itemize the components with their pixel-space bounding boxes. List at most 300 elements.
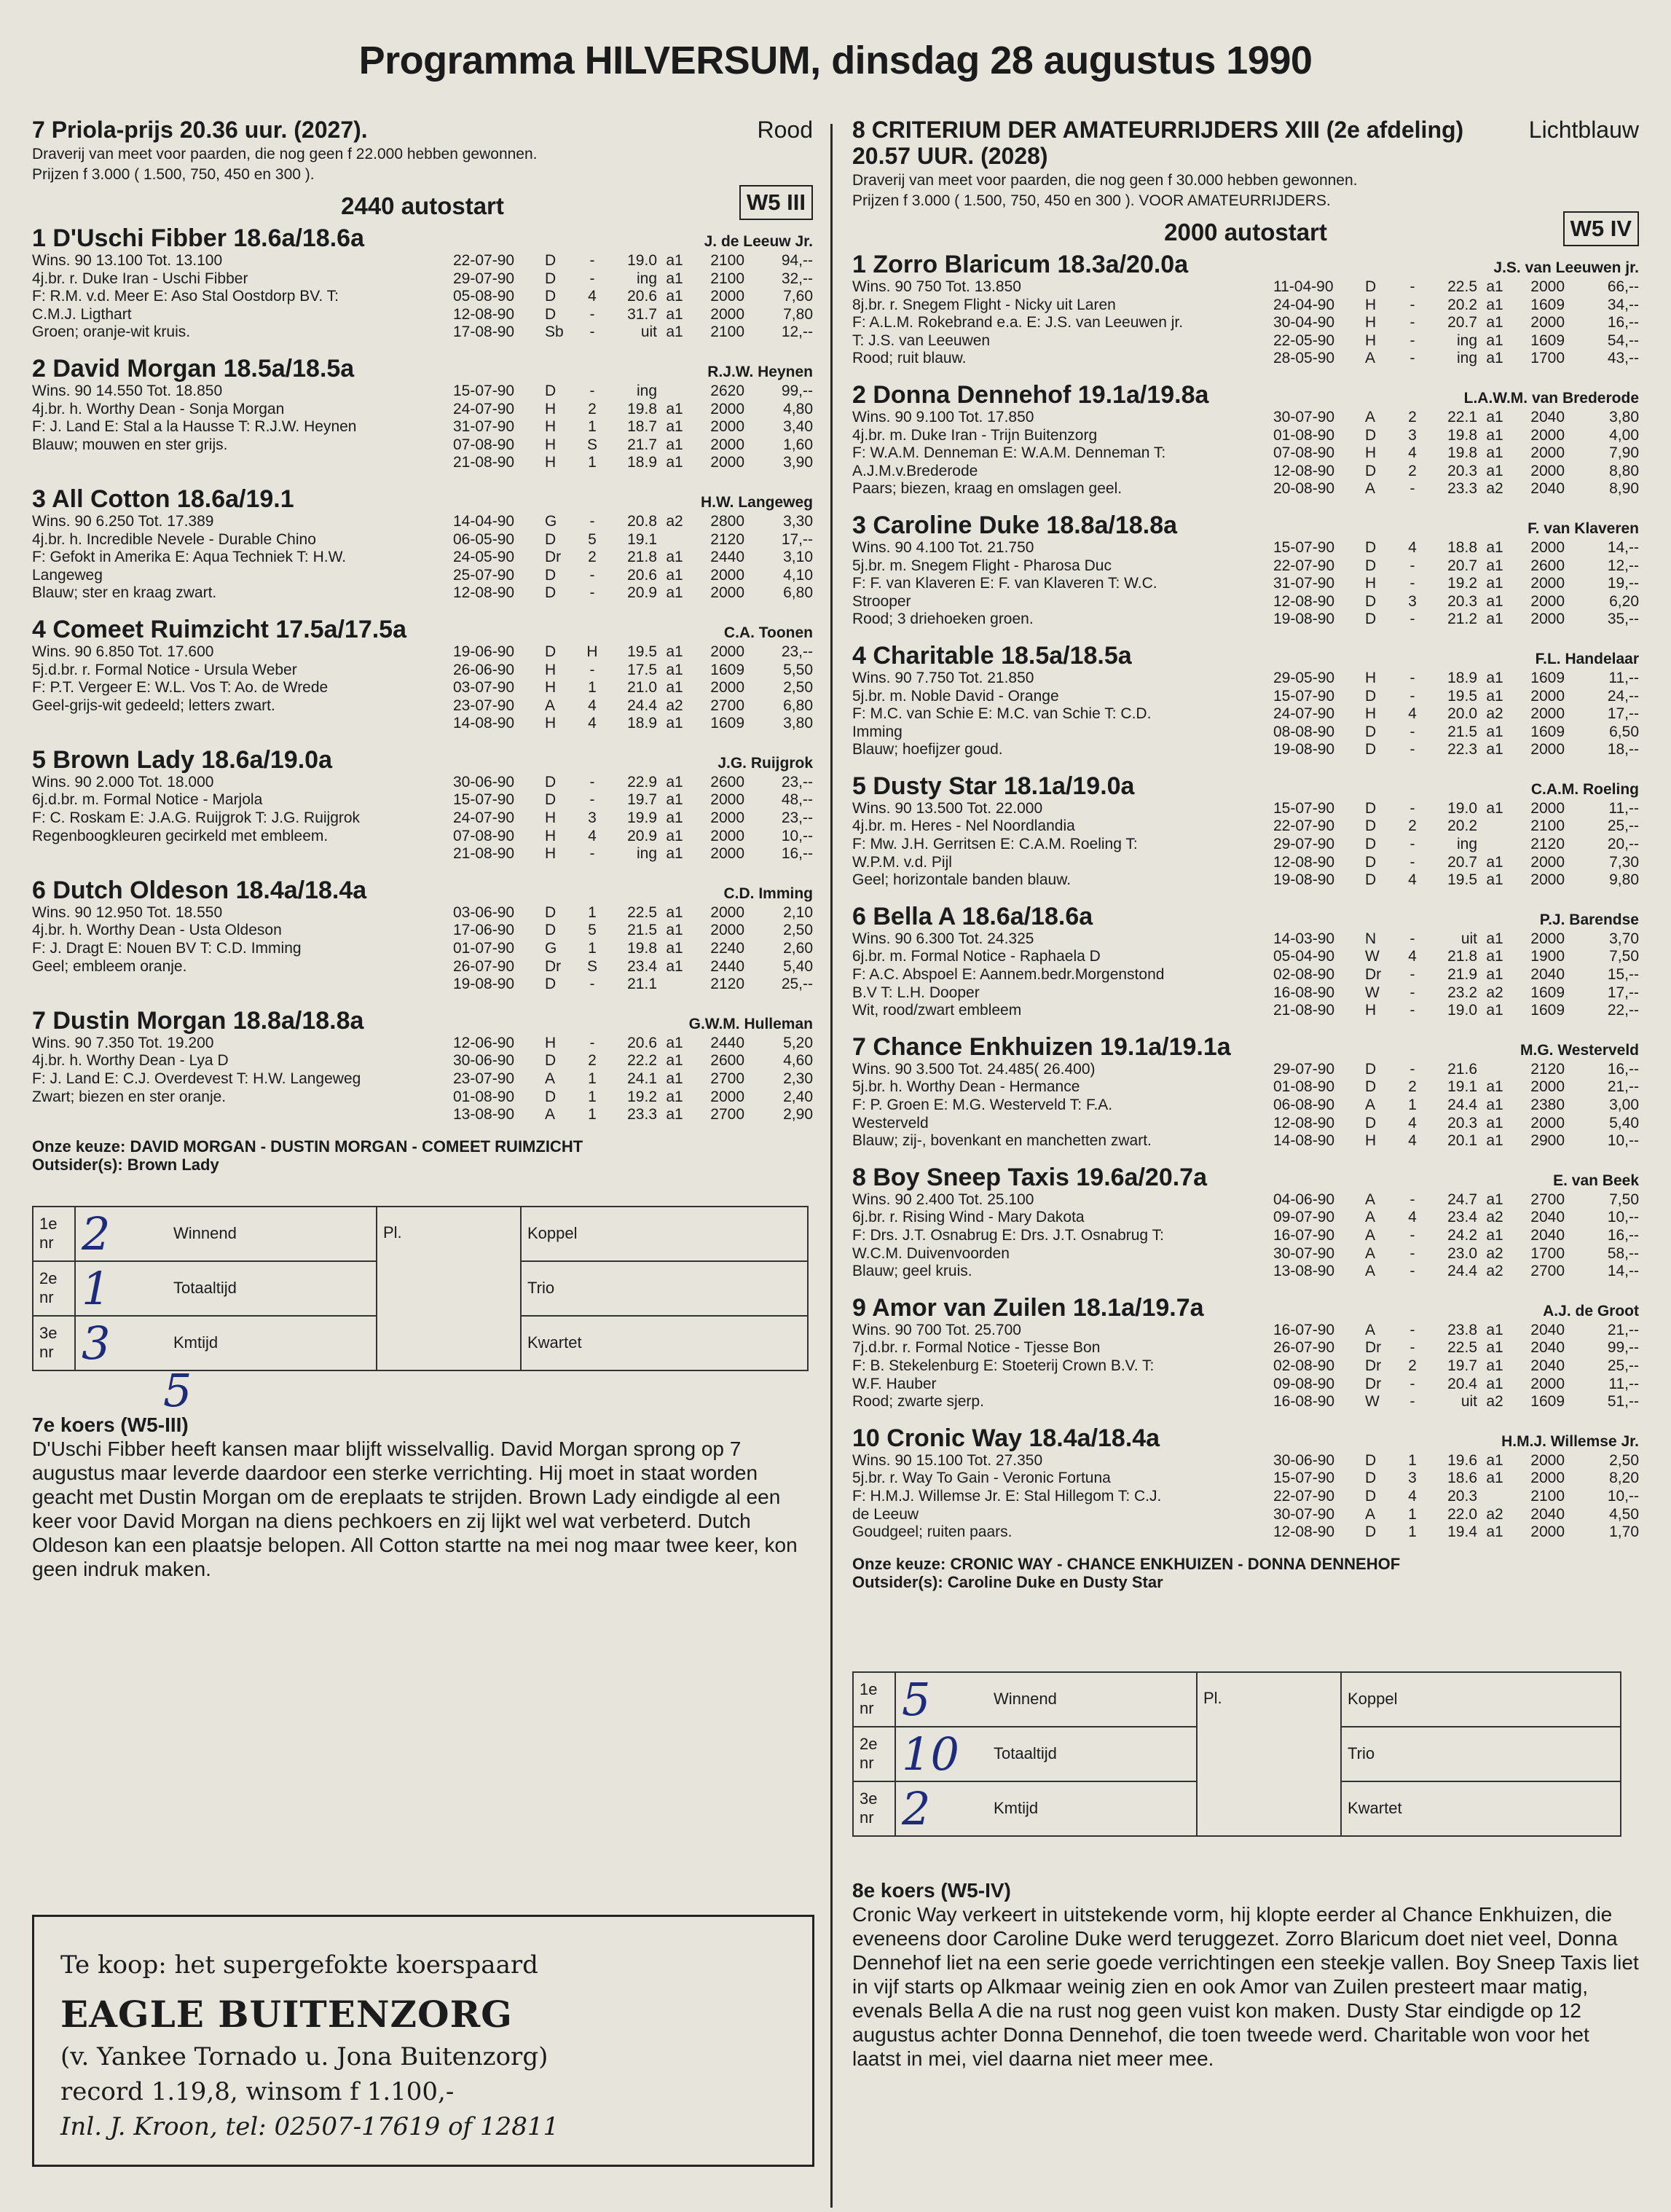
horse-starts bbox=[1273, 800, 1639, 890]
start-cell: 26-07-90 bbox=[453, 957, 515, 975]
race-prizes: Prijzen f 3.000 ( 1.500, 750, 450 en 300 ). bbox=[32, 166, 315, 183]
start-cell bbox=[1477, 1488, 1512, 1506]
start-cell: 32,-- bbox=[781, 270, 813, 287]
start-row bbox=[1273, 670, 1639, 688]
horse-body bbox=[32, 774, 813, 863]
start-cell: 2000 bbox=[710, 903, 744, 921]
start-row bbox=[453, 383, 813, 401]
start-cell: 21-08-90 bbox=[1273, 1002, 1335, 1019]
start-cell: 1 bbox=[588, 940, 597, 957]
start-cell: a1 bbox=[666, 270, 683, 287]
start-cell: a1 bbox=[666, 661, 683, 678]
horse-header bbox=[852, 1294, 1639, 1322]
start-cell: 4 bbox=[588, 288, 597, 305]
position-label: 1e nr bbox=[33, 1207, 75, 1261]
horse-info bbox=[852, 539, 1273, 629]
horse-body bbox=[852, 800, 1639, 890]
start-row bbox=[453, 323, 813, 342]
start-cell: D bbox=[1365, 1114, 1377, 1132]
start-cell: Dr bbox=[1365, 1357, 1382, 1374]
start-cell: H bbox=[545, 661, 557, 678]
our-choice: Onze keuze: CRONIC WAY - CHANCE ENKHUIZEN - DONNA DENNEHOF bbox=[852, 1554, 1401, 1573]
horse-info-line: Rood; 3 driehoeken groen. bbox=[852, 611, 1034, 628]
start-cell: a1 bbox=[666, 288, 683, 305]
horse-info-line: F: H.M.J. Willemse Jr. E: Stal Hillegom T: C.J. bbox=[852, 1487, 1162, 1505]
horse-info bbox=[32, 383, 453, 472]
analysis-title: 8e koers (W5-IV) bbox=[852, 1878, 1011, 1902]
place-label: Pl. bbox=[1197, 1672, 1341, 1836]
race-start-row bbox=[852, 211, 1639, 248]
start-cell: 2040 bbox=[1530, 1321, 1565, 1338]
race-start-row bbox=[32, 185, 813, 221]
start-cell: 2000 bbox=[1530, 1375, 1565, 1392]
start-cell: - bbox=[589, 584, 595, 602]
start-cell: 17.5 bbox=[627, 661, 657, 678]
start-cell: 19.5 bbox=[1447, 871, 1477, 889]
race-name: 7 Priola-prijs 20.36 uur. (2027). bbox=[32, 117, 368, 143]
start-cell: a2 bbox=[1486, 1505, 1503, 1523]
start-cell: 2000 bbox=[1530, 538, 1565, 556]
start-cell: 2 bbox=[1408, 1357, 1417, 1374]
start-cell: 1609 bbox=[1530, 332, 1565, 349]
start-row bbox=[453, 454, 813, 472]
start-cell: 19.0 bbox=[1447, 1002, 1477, 1019]
start-cell: D bbox=[1365, 853, 1377, 871]
start-cell: a1 bbox=[1486, 1451, 1503, 1469]
start-cell: 94,-- bbox=[781, 252, 813, 269]
ad-pedigree: (v. Yankee Tornado u. Jona Buitenzorg) bbox=[60, 2042, 549, 2071]
horse-info bbox=[852, 409, 1273, 498]
start-cell: 24.2 bbox=[1447, 1226, 1477, 1244]
horse-driver: L.A.W.M. van Brederode bbox=[1463, 389, 1639, 407]
start-cell: 2700 bbox=[1530, 1191, 1565, 1208]
start-cell: 30-07-90 bbox=[1273, 1244, 1335, 1262]
start-cell: 2900 bbox=[1530, 1132, 1565, 1150]
start-cell: D bbox=[1365, 1451, 1377, 1469]
handwritten-number: 10 bbox=[895, 1727, 988, 1781]
start-cell: 25-07-90 bbox=[453, 566, 515, 584]
start-cell: 07-08-90 bbox=[453, 436, 515, 453]
start-cell: 19.0 bbox=[627, 252, 657, 269]
start-cell: - bbox=[1409, 1002, 1415, 1019]
horse-driver: C.A.M. Roeling bbox=[1530, 780, 1639, 798]
start-cell: 07-08-90 bbox=[1273, 444, 1335, 462]
start-cell: a1 bbox=[1486, 799, 1503, 817]
start-cell: 21.2 bbox=[1447, 611, 1477, 628]
start-cell: A bbox=[1365, 1244, 1376, 1262]
start-cell: D bbox=[1365, 723, 1377, 740]
start-cell: 2120 bbox=[1530, 1060, 1565, 1078]
start-cell: 2000 bbox=[710, 436, 744, 453]
start-cell: 09-07-90 bbox=[1273, 1209, 1335, 1226]
start-cell: a1 bbox=[666, 773, 683, 791]
start-cell: 1609 bbox=[1530, 723, 1565, 740]
start-cell: a1 bbox=[1486, 350, 1503, 367]
start-cell: a1 bbox=[1486, 853, 1503, 871]
horse-driver: J.G. Ruijgrok bbox=[717, 754, 813, 772]
horse-info-line: Rood; zwarte sjerp. bbox=[852, 1393, 984, 1411]
start-cell: 2000 bbox=[1530, 799, 1565, 817]
start-cell: 19.5 bbox=[627, 643, 657, 660]
start-cell: 23.3 bbox=[1447, 480, 1477, 498]
start-cell: 24.4 bbox=[1447, 1263, 1477, 1280]
start-cell: 02-08-90 bbox=[1273, 966, 1335, 984]
start-cell: 16-07-90 bbox=[1273, 1226, 1335, 1244]
horse-starts bbox=[1273, 278, 1639, 368]
start-cell: D bbox=[545, 288, 557, 305]
start-row bbox=[1273, 575, 1639, 593]
start-cell: 20.6 bbox=[627, 288, 657, 305]
start-cell: 3,90 bbox=[783, 454, 813, 471]
start-cell: 13-08-90 bbox=[1273, 1263, 1335, 1280]
start-cell: D bbox=[1365, 557, 1377, 574]
start-cell: 2000 bbox=[1530, 575, 1565, 592]
horse-entry bbox=[32, 876, 813, 994]
start-cell: - bbox=[1409, 1339, 1415, 1357]
start-cell: 1609 bbox=[1530, 984, 1565, 1001]
start-cell: 3 bbox=[1408, 592, 1417, 610]
start-row bbox=[453, 584, 813, 603]
race-start: 2440 autostart bbox=[341, 192, 504, 219]
start-cell: 21.8 bbox=[1447, 948, 1477, 965]
start-cell: - bbox=[1409, 853, 1415, 871]
horse-header bbox=[852, 772, 1639, 800]
start-cell: 2000 bbox=[1530, 853, 1565, 871]
start-cell: - bbox=[1409, 741, 1415, 758]
horse-name: 4 Comeet Ruimzicht 17.5a/17.5a bbox=[32, 615, 407, 643]
horse-info-line: 4j.br. h. Worthy Dean - Lya D bbox=[32, 1052, 229, 1070]
start-cell: H bbox=[545, 436, 557, 453]
start-cell: 20.7 bbox=[1447, 853, 1477, 871]
start-cell: 14-08-90 bbox=[453, 715, 515, 732]
horse-info-line: 4j.br. r. Duke Iran - Uschi Fibber bbox=[32, 270, 248, 287]
start-cell: ing bbox=[1456, 332, 1477, 349]
start-row bbox=[1273, 1357, 1639, 1376]
start-cell: 1900 bbox=[1530, 948, 1565, 965]
start-cell: 30-07-90 bbox=[1273, 408, 1335, 425]
horse-info-line: Groen; oranje-wit kruis. bbox=[32, 323, 191, 341]
start-cell: D bbox=[545, 903, 557, 921]
start-cell: 08-08-90 bbox=[1273, 723, 1335, 740]
start-cell: 05-04-90 bbox=[1273, 948, 1335, 965]
start-cell: a2 bbox=[1486, 705, 1503, 723]
start-cell: 24.1 bbox=[627, 1070, 657, 1087]
start-cell: a2 bbox=[666, 697, 683, 714]
start-cell: 20.9 bbox=[627, 827, 657, 844]
horse-header bbox=[32, 616, 813, 643]
start-row bbox=[1273, 1488, 1639, 1506]
start-cell: 5,40 bbox=[1609, 1114, 1639, 1132]
start-cell: 58,-- bbox=[1607, 1244, 1639, 1262]
start-cell: a1 bbox=[1486, 557, 1503, 574]
horse-starts bbox=[1273, 930, 1639, 1020]
start-cell: 03-07-90 bbox=[453, 679, 515, 697]
horse-info-line: Wins. 90 7.350 Tot. 19.200 bbox=[32, 1034, 214, 1051]
horse-driver: F. van Klaveren bbox=[1528, 519, 1639, 537]
start-cell: a1 bbox=[1486, 1523, 1503, 1541]
horse-entry bbox=[852, 772, 1639, 890]
horse-info-line: Blauw; ster en kraag zwart. bbox=[32, 584, 217, 602]
start-cell: 2,40 bbox=[783, 1088, 813, 1105]
horse-info bbox=[852, 800, 1273, 890]
race-conditions: Draverij van meet voor paarden, die nog geen f 30.000 hebben gewonnen. bbox=[852, 172, 1358, 189]
start-cell: a2 bbox=[1486, 480, 1503, 498]
horse-name: 2 David Morgan 18.5a/18.5a bbox=[32, 354, 355, 383]
start-cell: 2000 bbox=[1530, 462, 1565, 479]
start-cell: 18.7 bbox=[627, 418, 657, 436]
start-cell: 19.8 bbox=[627, 400, 657, 417]
start-cell: 2000 bbox=[710, 584, 744, 602]
horse-info-line: Paars; biezen, kraag en omslagen geel. bbox=[852, 480, 1122, 498]
start-cell: 16,-- bbox=[1607, 314, 1639, 332]
start-cell: 2,50 bbox=[1609, 1451, 1639, 1469]
horse-info-line: F: F. van Klaveren E: F. van Klaveren T: W.C. bbox=[852, 575, 1157, 592]
start-row bbox=[1273, 1506, 1639, 1524]
horse-info-line: F: J. Dragt E: Nouen BV T: C.D. Imming bbox=[32, 940, 302, 957]
start-row bbox=[1273, 350, 1639, 368]
start-cell: 2120 bbox=[710, 530, 744, 548]
horse-header bbox=[852, 903, 1639, 930]
race-code: W5 III bbox=[739, 185, 813, 220]
start-cell: 4,50 bbox=[1609, 1505, 1639, 1523]
start-cell: D bbox=[1365, 817, 1377, 835]
start-cell: a1 bbox=[1486, 1226, 1503, 1244]
start-cell: 26-07-90 bbox=[1273, 1339, 1335, 1357]
outsiders: Outsider(s): Caroline Duke en Dusty Star bbox=[852, 1572, 1163, 1591]
start-cell: 4 bbox=[1408, 871, 1417, 889]
start-cell: 2000 bbox=[1530, 1470, 1565, 1487]
start-cell: 10,-- bbox=[781, 827, 813, 844]
horse-info bbox=[852, 278, 1273, 368]
start-row bbox=[453, 774, 813, 792]
start-row bbox=[1273, 1245, 1639, 1263]
horse-name: 5 Brown Lady 18.6a/19.0a bbox=[32, 745, 332, 774]
start-cell: D bbox=[545, 922, 557, 939]
start-cell: a1 bbox=[1486, 669, 1503, 686]
start-cell: a1 bbox=[1486, 1097, 1503, 1113]
horse-info-line: Blauw; geel kruis. bbox=[852, 1263, 972, 1280]
start-cell: 2040 bbox=[1530, 966, 1565, 984]
start-cell: - bbox=[1409, 332, 1415, 349]
start-row bbox=[453, 679, 813, 697]
horse-info bbox=[852, 930, 1273, 1020]
start-cell: 5 bbox=[588, 530, 597, 548]
horse-info-line: F: R.M. v.d. Meer E: Aso Stal Oostdorp BV. T: bbox=[32, 288, 339, 305]
start-cell: D bbox=[1365, 426, 1377, 444]
position-label: 2e nr bbox=[33, 1261, 75, 1316]
start-cell: 30-06-90 bbox=[453, 773, 515, 791]
start-cell: 2800 bbox=[710, 512, 744, 530]
start-cell: a1 bbox=[666, 454, 683, 471]
start-cell: - bbox=[589, 305, 595, 323]
ad-horse-name: EAGLE BUITENZORG bbox=[60, 1993, 513, 2036]
start-row bbox=[453, 922, 813, 940]
start-cell: - bbox=[1409, 1375, 1415, 1392]
horse-info-line: F: J. Land E: Stal a la Hausse T: R.J.W. Heynen bbox=[32, 418, 357, 436]
start-cell: 16,-- bbox=[1607, 1060, 1639, 1078]
start-cell: 25,-- bbox=[1607, 1357, 1639, 1374]
horse-name: 6 Bella A 18.6a/18.6a bbox=[852, 902, 1093, 930]
start-row bbox=[1273, 463, 1639, 481]
horse-info-line: Geel; horizontale banden blauw. bbox=[852, 871, 1072, 889]
start-cell: 17,-- bbox=[1607, 984, 1639, 1001]
horse-starts bbox=[453, 643, 813, 733]
horse-info bbox=[852, 1061, 1273, 1150]
start-cell: 21,-- bbox=[1607, 1321, 1639, 1338]
start-cell: D bbox=[1365, 462, 1377, 479]
horse-info bbox=[852, 1322, 1273, 1411]
start-cell: - bbox=[1409, 1393, 1415, 1411]
start-row bbox=[453, 1052, 813, 1070]
horse-info-line: Strooper bbox=[852, 592, 911, 610]
start-cell: 7,90 bbox=[1609, 444, 1639, 462]
start-cell: 25,-- bbox=[781, 976, 813, 993]
start-cell: 4 bbox=[1408, 1487, 1417, 1505]
start-cell: D bbox=[1365, 741, 1377, 758]
start-cell: 28-05-90 bbox=[1273, 350, 1335, 367]
start-cell: 10,-- bbox=[1607, 1132, 1639, 1150]
horse-driver: C.D. Imming bbox=[723, 885, 813, 902]
horse-info-line: W.C.M. Duivenvoorden bbox=[852, 1244, 1010, 1262]
combination-label: Kwartet bbox=[1341, 1781, 1621, 1836]
horse-info bbox=[32, 904, 453, 994]
start-cell: 29-07-90 bbox=[1273, 836, 1335, 853]
start-cell: 1 bbox=[588, 1106, 597, 1123]
start-cell: D bbox=[1365, 871, 1377, 889]
start-cell: 2,30 bbox=[783, 1070, 813, 1087]
horse-name: 7 Chance Enkhuizen 19.1a/19.1a bbox=[852, 1032, 1231, 1061]
horse-info bbox=[852, 1452, 1273, 1542]
start-cell: 2100 bbox=[1530, 817, 1565, 835]
start-cell: 2000 bbox=[710, 791, 744, 809]
start-row bbox=[1273, 1061, 1639, 1079]
start-cell: 26-06-90 bbox=[453, 661, 515, 678]
start-cell: 7,30 bbox=[1609, 853, 1639, 871]
start-cell: S bbox=[586, 436, 597, 453]
start-cell: 19-06-90 bbox=[453, 643, 515, 660]
start-cell: 17-08-90 bbox=[453, 323, 515, 341]
position-label: 2e nr bbox=[853, 1727, 895, 1781]
start-cell: 22.5 bbox=[627, 903, 657, 921]
start-cell: 2000 bbox=[1530, 1523, 1565, 1541]
horse-entry bbox=[32, 746, 813, 863]
race-header bbox=[852, 117, 1639, 169]
horse-info-line: Imming bbox=[852, 723, 903, 740]
start-cell: 30-07-90 bbox=[1273, 1505, 1335, 1523]
start-cell: 2000 bbox=[1530, 1114, 1565, 1132]
start-cell: - bbox=[589, 323, 595, 341]
start-cell: G bbox=[545, 940, 557, 957]
start-cell: 20.0 bbox=[1447, 705, 1477, 723]
start-cell: 29-07-90 bbox=[1273, 1060, 1335, 1078]
start-cell: a1 bbox=[666, 845, 683, 863]
horse-name: 7 Dustin Morgan 18.8a/18.8a bbox=[32, 1006, 364, 1035]
start-row bbox=[453, 1106, 813, 1124]
combination-label: Koppel bbox=[521, 1207, 808, 1261]
start-cell: 16-08-90 bbox=[1273, 984, 1335, 1001]
start-row bbox=[1273, 611, 1639, 629]
start-cell: A bbox=[1365, 408, 1376, 425]
start-cell: a1 bbox=[1486, 575, 1503, 592]
start-cell: 4 bbox=[1408, 948, 1417, 965]
start-cell: 22.2 bbox=[627, 1052, 657, 1070]
start-cell: 1 bbox=[1408, 1523, 1417, 1541]
start-cell bbox=[1477, 817, 1512, 836]
horse-info-line: Zwart; biezen en ster oranje. bbox=[32, 1088, 227, 1105]
start-cell: 1609 bbox=[1530, 669, 1565, 686]
horse-header bbox=[32, 876, 813, 904]
start-cell: 2000 bbox=[710, 288, 744, 305]
start-row bbox=[1273, 297, 1639, 315]
start-cell: 2,90 bbox=[783, 1106, 813, 1123]
start-cell: - bbox=[589, 845, 595, 863]
race-color: Lichtblauw bbox=[1528, 117, 1639, 143]
start-cell: 8,80 bbox=[1609, 462, 1639, 479]
start-cell: a1 bbox=[666, 400, 683, 417]
horse-info-line: 5j.br. r. Way To Gain - Veronic Fortuna bbox=[852, 1470, 1111, 1487]
start-cell: - bbox=[1409, 1191, 1415, 1208]
start-cell: 24-07-90 bbox=[453, 400, 515, 417]
race-7-column bbox=[32, 117, 813, 1581]
start-row bbox=[1273, 278, 1639, 297]
horse-info-line: 4j.br. h. Worthy Dean - Usta Oldeson bbox=[32, 922, 282, 939]
start-cell: 2440 bbox=[710, 549, 744, 566]
start-cell: 2100 bbox=[710, 252, 744, 269]
start-cell: 19-08-90 bbox=[1273, 871, 1335, 889]
start-cell: 23.4 bbox=[1447, 1209, 1477, 1226]
start-cell: 06-05-90 bbox=[453, 530, 515, 548]
start-cell: 2000 bbox=[1530, 871, 1565, 889]
start-cell: 18.9 bbox=[1447, 669, 1477, 686]
column-divider bbox=[830, 124, 833, 2208]
start-cell: a1 bbox=[666, 436, 683, 453]
start-cell: A bbox=[1365, 350, 1376, 367]
start-cell: - bbox=[589, 566, 595, 584]
horse-info-line: Wins. 90 2.000 Tot. 18.000 bbox=[32, 773, 214, 791]
start-cell: a1 bbox=[666, 957, 683, 975]
start-cell: H bbox=[545, 454, 557, 471]
start-cell: 66,-- bbox=[1607, 278, 1639, 295]
start-cell: 34,-- bbox=[1607, 296, 1639, 313]
race-header bbox=[32, 117, 813, 143]
start-cell: D bbox=[1365, 1470, 1377, 1487]
bet-type-label: Kmtijd bbox=[168, 1316, 377, 1370]
horse-info-line: 5j.br. h. Worthy Dean - Hermance bbox=[852, 1078, 1080, 1096]
start-cell: 22-07-90 bbox=[1273, 817, 1335, 835]
start-cell: 14-03-90 bbox=[1273, 930, 1335, 947]
race-8-column bbox=[852, 117, 1639, 2071]
handwritten-number: 1 bbox=[75, 1261, 168, 1316]
start-cell: 2600 bbox=[1530, 557, 1565, 574]
horse-name: 3 Caroline Duke 18.8a/18.8a bbox=[852, 511, 1178, 539]
horse-body bbox=[32, 1035, 813, 1124]
start-cell: a1 bbox=[1486, 1321, 1503, 1338]
start-row bbox=[453, 306, 813, 324]
start-cell: 2440 bbox=[710, 957, 744, 975]
start-cell: 2 bbox=[1408, 1078, 1417, 1096]
start-cell: D bbox=[545, 1088, 557, 1105]
start-row bbox=[1273, 723, 1639, 742]
start-cell: 25,-- bbox=[1607, 817, 1639, 835]
start-cell: 14,-- bbox=[1607, 538, 1639, 556]
start-row bbox=[1273, 1393, 1639, 1411]
start-cell: 10,-- bbox=[1607, 1487, 1639, 1505]
start-cell: 4 bbox=[1408, 1114, 1417, 1132]
start-cell: H bbox=[545, 1034, 557, 1051]
start-cell: Dr bbox=[1365, 1375, 1382, 1392]
horse-starts bbox=[1273, 1191, 1639, 1281]
start-row bbox=[1273, 314, 1639, 332]
